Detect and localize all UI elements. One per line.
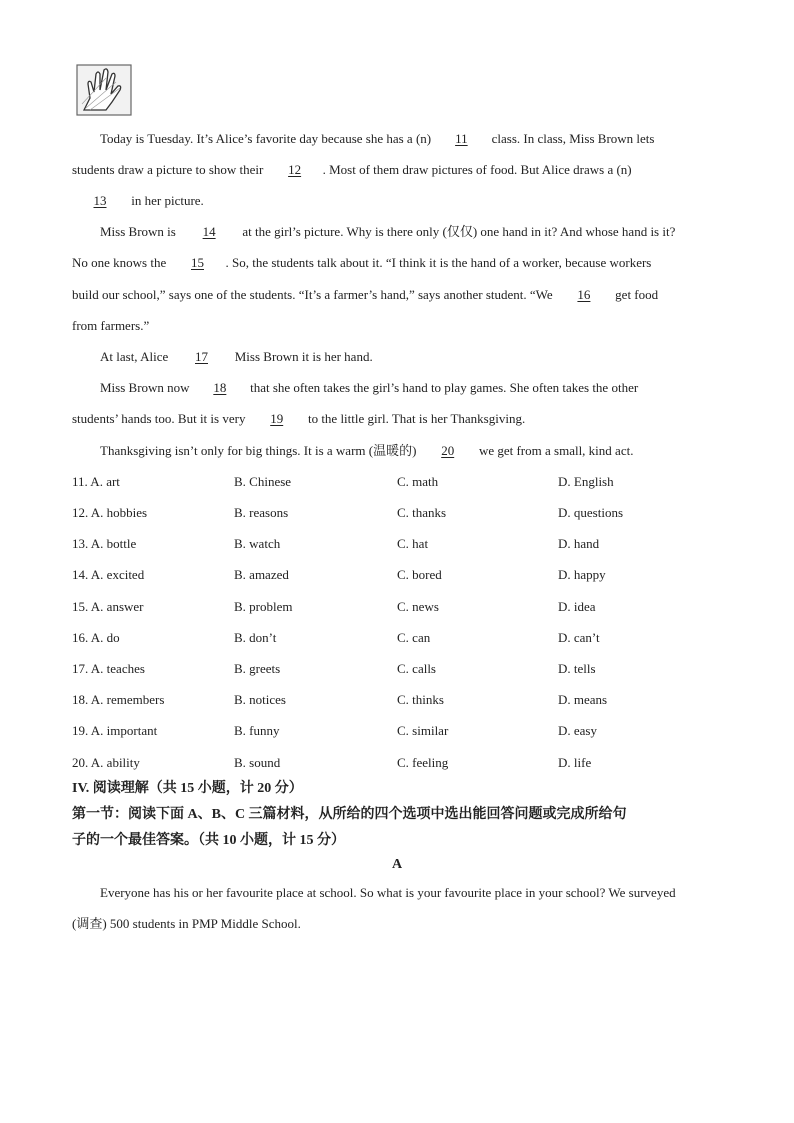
option-13-b: B. watch <box>234 536 281 551</box>
passage-line-2: students draw a picture to show their 12 . Most of them draw pictures of food. But Alice draws a (n) <box>72 162 632 177</box>
option-19-c: C. similar <box>397 723 449 738</box>
blank-20: 20 <box>441 443 455 458</box>
option-11-b: B. Chinese <box>234 474 292 489</box>
option-20-d: D. life <box>558 755 592 770</box>
option-12-b: B. reasons <box>234 505 289 520</box>
option-16-d: D. can’t <box>558 630 600 645</box>
passage-line-11: Thanksgiving isn’t only for big things. It is a warm (温暖的) 20 we get from a small, kind act. <box>100 443 634 458</box>
reading-line-1: Everyone has his or her favourite place at school. So what is your favourite place in your school? We surveyed <box>100 885 676 900</box>
option-20-b: B. sound <box>234 755 281 770</box>
passage-line-5: No one knows the 15 . So, the students talk about it. “I think it is the hand of a worker, because workers <box>72 255 652 270</box>
blank-15: 15 <box>191 255 204 270</box>
passage-line-10: students’ hands too. But it is very 19 to the little girl. That is her Thanksgiving. <box>72 411 526 426</box>
option-14-a: 14. A. excited <box>72 567 145 582</box>
section-instruction-line-2: 子的一个最佳答案。（共 10 小题，计 15 分） <box>72 833 345 848</box>
option-19-b: B. funny <box>234 723 280 738</box>
option-18-c: C. thinks <box>397 692 444 707</box>
passage-label: A <box>391 857 403 872</box>
option-14-b: B. amazed <box>234 567 289 582</box>
option-14-d: D. happy <box>558 567 606 582</box>
option-15-d: D. idea <box>558 599 596 614</box>
passage-line-9: Miss Brown now 18 that she often takes the girl’s hand to play games. She often takes the other <box>100 380 639 395</box>
blank-19: 19 <box>270 411 284 426</box>
blank-12: 12 <box>288 162 302 177</box>
option-11-d: D. English <box>558 474 614 489</box>
blank-13: 13 <box>93 193 107 208</box>
option-20-a: 20. A. ability <box>72 755 140 770</box>
option-18-a: 18. A. remembers <box>72 692 165 707</box>
option-16-a: 16. A. do <box>72 630 120 645</box>
option-16-c: C. can <box>397 630 431 645</box>
section-instruction-line-1: 第一节：阅读下面 A、B、C 三篇材料，从所给的四个选项中选出能回答问题或完成所给句 <box>72 807 627 822</box>
passage-line-3: 13 in her picture. <box>72 193 722 209</box>
option-13-c: C. hat <box>397 536 429 551</box>
option-17-a: 17. A. teaches <box>72 661 145 676</box>
option-12-a: 12. A. hobbies <box>72 505 148 520</box>
option-18-b: B. notices <box>234 692 286 707</box>
passage-line-6: build our school,” says one of the students. “It’s a farmer’s hand,” says another student. “We 16 get food <box>72 287 659 302</box>
section-heading: IV. 阅读理解（共 15 小题，计 20 分） <box>72 781 303 796</box>
option-19-d: D. easy <box>558 723 597 738</box>
option-17-d: D. tells <box>558 661 596 676</box>
blank-17: 17 <box>195 349 208 364</box>
blank-18: 18 <box>213 380 227 395</box>
option-15-b: B. problem <box>234 599 293 614</box>
option-16-b: B. don’t <box>234 630 277 645</box>
option-11-a: 11. A. art <box>72 474 120 489</box>
option-17-c: C. calls <box>397 661 436 676</box>
option-17-b: B. greets <box>234 661 281 676</box>
passage-line-8: At last, Alice 17 Miss Brown it is her hand. <box>100 349 373 364</box>
option-13-a: 13. A. bottle <box>72 536 137 551</box>
option-15-a: 15. A. answer <box>72 599 144 614</box>
passage-line-1: Today is Tuesday. It’s Alice’s favorite day because she has a (n) 11 class. In class, Miss Brown lets <box>100 131 655 146</box>
option-11-c: C. math <box>397 474 439 489</box>
blank-16: 16 <box>577 287 591 302</box>
blank-11: 11 <box>455 131 468 146</box>
passage-line-7: from farmers.” <box>72 318 150 333</box>
hand-illustration <box>76 64 132 116</box>
option-13-d: D. hand <box>558 536 600 551</box>
option-20-c: C. feeling <box>397 755 449 770</box>
option-12-c: C. thanks <box>397 505 447 520</box>
option-14-c: C. bored <box>397 567 442 582</box>
passage-line-4: Miss Brown is 14 at the girl’s picture. Why is there only (仅仅) one hand in it? And whose hand is it? <box>100 224 676 239</box>
option-19-a: 19. A. important <box>72 723 158 738</box>
option-18-d: D. means <box>558 692 608 707</box>
reading-line-2: (调查) 500 students in PMP Middle School. <box>72 916 301 931</box>
option-15-c: C. news <box>397 599 439 614</box>
option-12-d: D. questions <box>558 505 623 520</box>
blank-14: 14 <box>202 224 216 239</box>
